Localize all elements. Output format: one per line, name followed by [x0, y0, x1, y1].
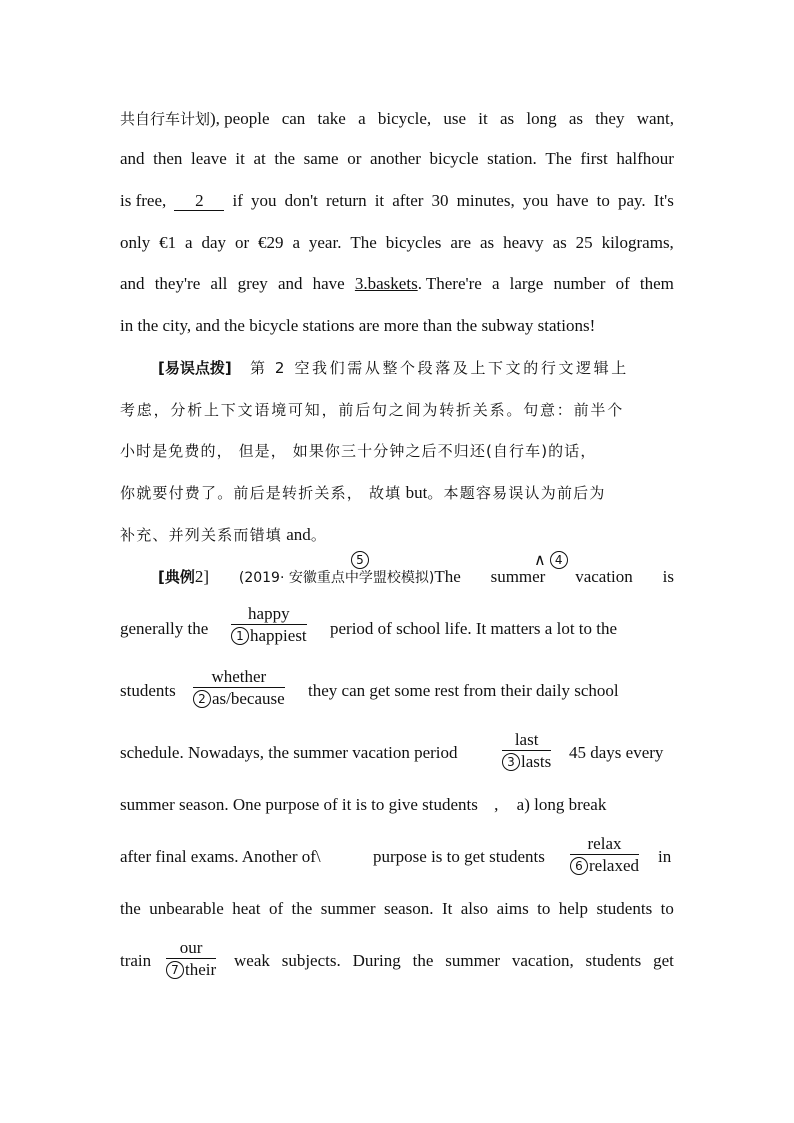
- word: you: [250, 191, 277, 210]
- corrected-word: their: [185, 960, 217, 979]
- word: it: [235, 149, 245, 168]
- word: a: [491, 274, 500, 293]
- word: It: [441, 899, 453, 918]
- example-line-6a: after final exams. Another of\: [120, 847, 321, 866]
- analysis-line-2: 考虑，分析上下文语境可知，前后句之间为转折关系。句意：前半个: [120, 401, 625, 419]
- word: number: [553, 274, 606, 293]
- word: is free,: [120, 191, 167, 210]
- word: the: [412, 951, 434, 970]
- wrong-answer-and: and: [282, 525, 311, 544]
- word: at: [253, 149, 266, 168]
- word: to: [596, 191, 610, 210]
- correction-2: [193, 667, 285, 710]
- word: halfhour: [616, 149, 674, 168]
- passage-line-4: [120, 232, 674, 254]
- word: a: [292, 233, 300, 252]
- original-word: whether: [211, 667, 267, 686]
- passage-line-6: in the city, and the bicycle stations are more than the subway stations!: [120, 316, 596, 335]
- number-circle: 1: [231, 627, 249, 645]
- word: of: [268, 899, 284, 918]
- word: as: [480, 233, 495, 252]
- word: aims: [496, 899, 529, 918]
- word: 30: [431, 191, 449, 210]
- example-line-5: [120, 794, 674, 816]
- underlined-word-baskets: 3.baskets: [354, 274, 418, 293]
- word: don't: [284, 191, 318, 210]
- word: also: [460, 899, 489, 918]
- word: summer: [490, 567, 546, 586]
- analysis-text: 补充、并列关系而错填: [120, 526, 283, 544]
- example-line-3a: students: [120, 681, 176, 700]
- original-word: last: [514, 730, 539, 749]
- word: it: [478, 109, 488, 128]
- word: and: [120, 149, 145, 168]
- example-line-6b: purpose is to get students: [373, 847, 545, 866]
- error-mark-5: 5: [351, 549, 370, 569]
- word: €1: [159, 233, 177, 252]
- example-line-8a: train: [120, 951, 152, 970]
- word: the: [274, 149, 296, 168]
- analysis-text: 。本题容易误认为前后为: [427, 484, 606, 502]
- word: subjects.: [281, 951, 341, 970]
- word: to: [660, 899, 674, 918]
- word: and: [277, 274, 303, 293]
- word: help: [558, 899, 589, 918]
- word: only: [120, 233, 151, 252]
- word: and: [120, 274, 145, 293]
- passage-line-2: [120, 148, 674, 170]
- number-circle: 2: [193, 690, 211, 708]
- original-word: relax: [587, 834, 622, 853]
- word: weak: [234, 951, 270, 970]
- word: then: [153, 149, 183, 168]
- passage-line-5: [120, 273, 674, 295]
- insertion-mark-4: ∧ 4: [534, 550, 569, 569]
- word: bicycle,: [377, 109, 432, 128]
- word: have: [312, 274, 345, 293]
- word: after: [392, 191, 424, 210]
- correction-3: [502, 730, 551, 773]
- word: year.: [308, 233, 342, 252]
- corrected-word: lasts: [521, 752, 552, 771]
- word: it: [374, 191, 385, 210]
- passage-line-3: [120, 190, 674, 212]
- word: leave: [190, 149, 227, 168]
- text-segment: ,: [494, 795, 499, 814]
- example-line-4b: 45 days every: [569, 743, 664, 762]
- word: kilograms,: [601, 233, 674, 252]
- analysis-text: 第 2 空我们需从整个段落及上下文的行文逻辑上: [249, 359, 629, 377]
- word: or: [234, 233, 250, 252]
- word: get: [653, 951, 674, 970]
- text-segment: summer season. One purpose of it is to give students: [120, 795, 478, 814]
- word: another: [369, 149, 421, 168]
- analysis-line-3: 小时是免费的， 但是， 如果你三十分钟之后不归还(自行车)的话，: [120, 442, 597, 460]
- analysis-line-1: [158, 357, 674, 379]
- word: them: [639, 274, 674, 293]
- passage-line-1: [120, 108, 674, 130]
- analysis-line-4: [120, 482, 674, 504]
- word: can: [281, 109, 306, 128]
- chinese-text: 共自行车计划: [120, 110, 211, 128]
- word: large: [509, 274, 544, 293]
- word: 25: [575, 233, 593, 252]
- word: bicycles: [385, 233, 442, 252]
- word: station.: [487, 149, 537, 168]
- number-circle: 6: [570, 857, 588, 875]
- correction-7: [166, 938, 216, 981]
- word: want,: [636, 109, 674, 128]
- word: bicycle: [429, 149, 479, 168]
- word: is: [662, 567, 674, 586]
- word: return: [326, 191, 367, 210]
- word: all: [210, 274, 228, 293]
- number-circle: 7: [166, 961, 184, 979]
- word: heat: [232, 899, 261, 918]
- example-line-2a: generally the: [120, 619, 209, 638]
- example-tag-num: 2]: [194, 567, 210, 586]
- example-line-3b: they can get some rest from their daily school: [308, 681, 619, 700]
- word: pay.: [617, 191, 646, 210]
- word: the: [120, 899, 141, 918]
- example-line-6c: in: [658, 847, 672, 866]
- word: a: [185, 233, 193, 252]
- example-line-7: [120, 898, 674, 920]
- word: use: [443, 109, 467, 128]
- example-tag: [典例: [158, 568, 195, 586]
- word: the: [291, 899, 313, 918]
- word: season.: [383, 899, 434, 918]
- word: unbearable: [149, 899, 224, 918]
- answer-blank-2: 2: [174, 192, 224, 211]
- word: minutes,: [456, 191, 515, 210]
- analysis-text: 你就要付费了。前后是转折关系， 故填: [120, 484, 402, 502]
- word: vacation,: [511, 951, 574, 970]
- word: long: [526, 109, 557, 128]
- corrected-word: relaxed: [589, 856, 640, 875]
- word: The: [545, 149, 572, 168]
- word: heavy: [503, 233, 544, 252]
- word: vacation: [575, 567, 633, 586]
- word: summer: [320, 899, 376, 918]
- word: students: [596, 899, 653, 918]
- text-segment: a) long break: [516, 795, 607, 814]
- corrected-word: happiest: [250, 626, 307, 645]
- word: During: [352, 951, 401, 970]
- word: a: [358, 109, 366, 128]
- word: if: [232, 191, 243, 210]
- example-line-1: [158, 566, 674, 589]
- word: grey: [237, 274, 268, 293]
- word: are: [450, 233, 472, 252]
- word: . There're: [417, 274, 482, 293]
- correction-6: [570, 834, 639, 877]
- word: or: [347, 149, 362, 168]
- number-circle: 3: [502, 753, 520, 771]
- word: have: [556, 191, 589, 210]
- analysis-tag: [易误点拨]: [158, 359, 232, 377]
- word: same: [303, 149, 339, 168]
- word: day: [201, 233, 227, 252]
- correction-1: [231, 604, 307, 647]
- word: you: [522, 191, 549, 210]
- word: as: [568, 109, 583, 128]
- word: The: [350, 233, 377, 252]
- word: as: [552, 233, 567, 252]
- word: to: [537, 899, 551, 918]
- word: of: [615, 274, 630, 293]
- example-line-4a: schedule. Nowadays, the summer vacation period: [120, 743, 458, 762]
- original-word: happy: [248, 604, 290, 623]
- word: €29: [258, 233, 284, 252]
- caret-icon: ∧: [534, 550, 546, 569]
- corrected-word: as/because: [212, 689, 285, 708]
- word: they're: [154, 274, 201, 293]
- word: The: [434, 567, 461, 586]
- word: ), people: [210, 109, 270, 128]
- example-line-2b: period of school life. It matters a lot to the: [330, 619, 618, 638]
- word: It's: [653, 191, 674, 210]
- word: first: [580, 149, 608, 168]
- word: summer: [445, 951, 501, 970]
- example-source: (2019· 安徽重点中学盟校模拟): [238, 570, 435, 586]
- original-word: our: [179, 938, 203, 957]
- analysis-line-5: [120, 524, 674, 546]
- word: they: [595, 109, 625, 128]
- answer-word-but: but: [401, 483, 428, 502]
- word: take: [317, 109, 346, 128]
- word: as: [499, 109, 515, 128]
- word: students: [585, 951, 642, 970]
- example-line-8b: [234, 950, 674, 972]
- analysis-text: 。: [310, 526, 326, 544]
